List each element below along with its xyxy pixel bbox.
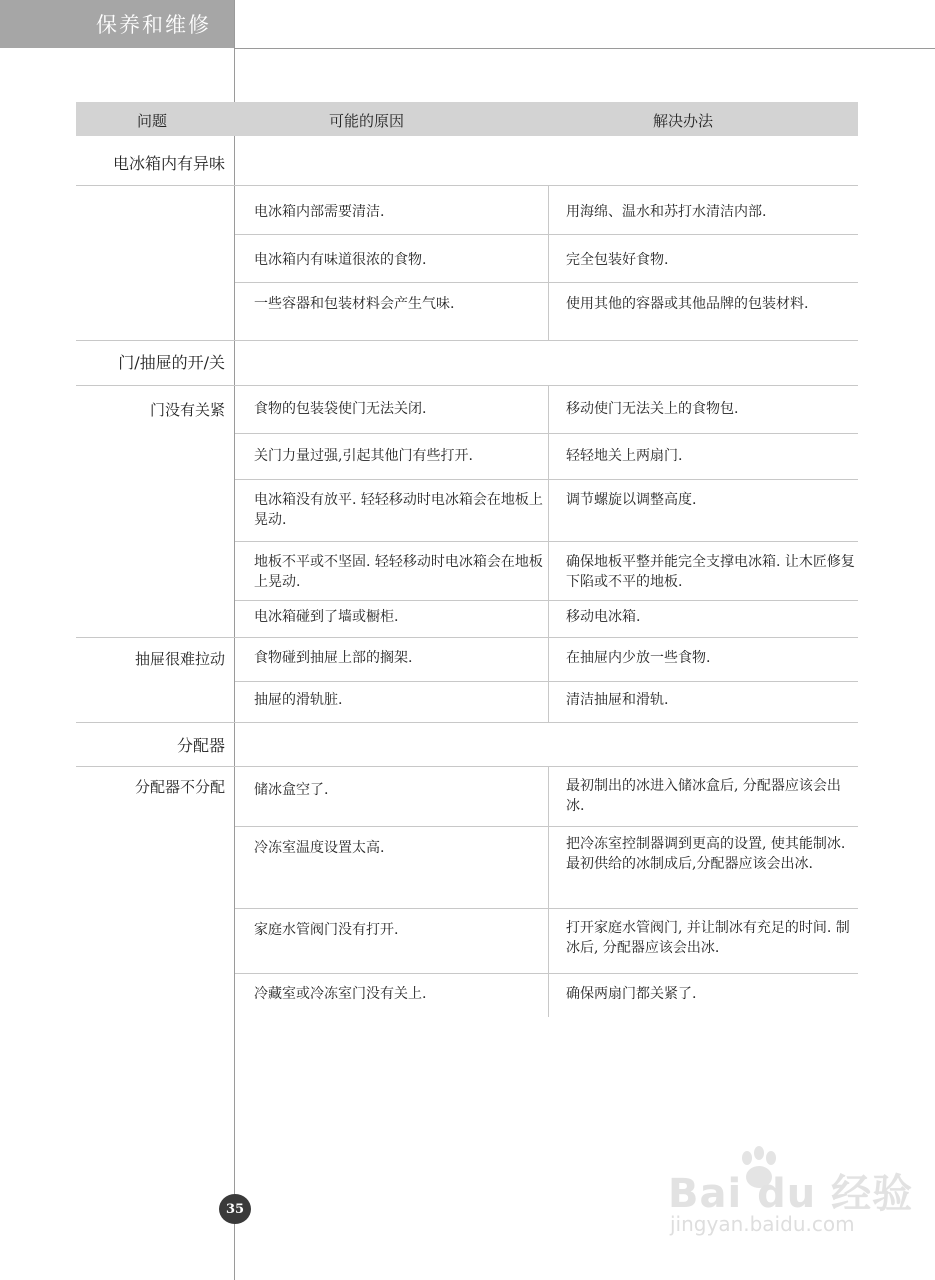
table-cell-cause: 抽屉的滑轨脏.	[254, 692, 343, 708]
table-cell-solution: 完全包装好食物.	[566, 252, 669, 268]
row-divider	[235, 973, 858, 974]
row-divider	[76, 722, 858, 723]
row-divider	[235, 600, 858, 601]
column-header-cause: 可能的原因	[329, 112, 405, 130]
row-divider	[76, 637, 858, 638]
watermark-logo: Bai du 经验	[668, 1171, 914, 1217]
table-cell-solution: 确保两扇门都关紧了.	[566, 986, 697, 1002]
header-divider	[234, 48, 935, 49]
section-title: 保养和维修	[96, 13, 211, 37]
table-cell-solution: 移动电冰箱.	[566, 609, 641, 625]
row-divider	[76, 385, 858, 386]
column-header-problem: 问题	[137, 112, 168, 130]
table-cell-cause: 电冰箱内有味道很浓的食物.	[254, 252, 427, 268]
section-title-dispenser: 分配器	[176, 736, 225, 755]
row-divider	[76, 766, 858, 767]
table-header	[76, 102, 858, 136]
row-divider	[235, 234, 858, 235]
row-divider	[235, 541, 858, 542]
page-number: 35	[219, 1194, 251, 1224]
baidu-jingyan-watermark	[668, 1150, 914, 1250]
table-cell-cause: 关门力量过强,引起其他门有些打开.	[254, 448, 473, 464]
table-cell-solution: 把冷冻室控制器调到更高的设置, 使其能制冰. 最初供给的冰制成后,分配器应该会出冰.	[566, 836, 846, 872]
row-divider	[235, 479, 858, 480]
table-cell-cause: 电冰箱内部需要清洁.	[254, 204, 385, 220]
problem-dispenser-not-dispensing: 分配器不分配	[134, 778, 225, 796]
row-divider	[235, 681, 858, 682]
row-divider	[76, 185, 858, 186]
page-margin-line	[234, 0, 235, 1280]
row-divider	[235, 282, 858, 283]
table-cell-solution: 确保地板平整并能完全支撑电冰箱. 让木匠修复下陷或不平的地板.	[566, 554, 855, 590]
table-cell-solution: 使用其他的容器或其他品牌的包装材料.	[566, 296, 809, 312]
problem-door-not-closed: 门没有关紧	[149, 401, 225, 419]
table-cell-cause: 食物碰到抽屉上部的搁架.	[254, 650, 413, 666]
table-cell-solution: 最初制出的冰进入储冰盒后, 分配器应该会出冰.	[566, 778, 841, 814]
column-divider	[548, 186, 549, 340]
column-divider	[548, 767, 549, 1017]
table-cell-cause: 储冰盒空了.	[254, 782, 329, 798]
section-title-odor: 电冰箱内有异味	[112, 154, 225, 173]
row-divider	[76, 340, 858, 341]
table-cell-cause: 地板不平或不坚固. 轻轻移动时电冰箱会在地板上晃动.	[254, 554, 543, 590]
table-cell-cause: 一些容器和包装材料会产生气味.	[254, 296, 455, 312]
table-cell-solution: 在抽屉内少放一些食物.	[566, 650, 711, 666]
table-cell-solution: 清洁抽屉和滑轨.	[566, 692, 669, 708]
table-cell-solution: 移动使门无法关上的食物包.	[566, 401, 739, 417]
watermark-url: jingyan.baidu.com	[670, 1212, 855, 1236]
table-cell-cause: 冷藏室或冷冻室门没有关上.	[254, 986, 427, 1002]
section-header	[0, 0, 234, 48]
problem-drawer-hard-to-pull: 抽屉很难拉动	[134, 650, 225, 668]
table-cell-solution: 调节螺旋以调整高度.	[566, 492, 697, 508]
section-title-door-drawer: 门/抽屉的开/关	[118, 353, 225, 372]
table-cell-cause: 电冰箱没有放平. 轻轻移动时电冰箱会在地板上晃动.	[254, 492, 543, 528]
table-cell-cause: 家庭水管阀门没有打开.	[254, 922, 399, 938]
table-cell-solution: 轻轻地关上两扇门.	[566, 448, 683, 464]
row-divider	[235, 433, 858, 434]
table-cell-cause: 电冰箱碰到了墙或橱柜.	[254, 609, 399, 625]
table-cell-cause: 冷冻室温度设置太高.	[254, 840, 385, 856]
table-cell-solution: 打开家庭水管阀门, 并让制冰有充足的时间. 制冰后, 分配器应该会出冰.	[566, 920, 850, 956]
row-divider	[235, 826, 858, 827]
row-divider	[235, 908, 858, 909]
column-divider	[548, 386, 549, 722]
column-header-solution: 解决办法	[653, 112, 714, 130]
table-cell-cause: 食物的包装袋使门无法关闭.	[254, 401, 427, 417]
table-cell-solution: 用海绵、温水和苏打水清洁内部.	[566, 204, 767, 220]
